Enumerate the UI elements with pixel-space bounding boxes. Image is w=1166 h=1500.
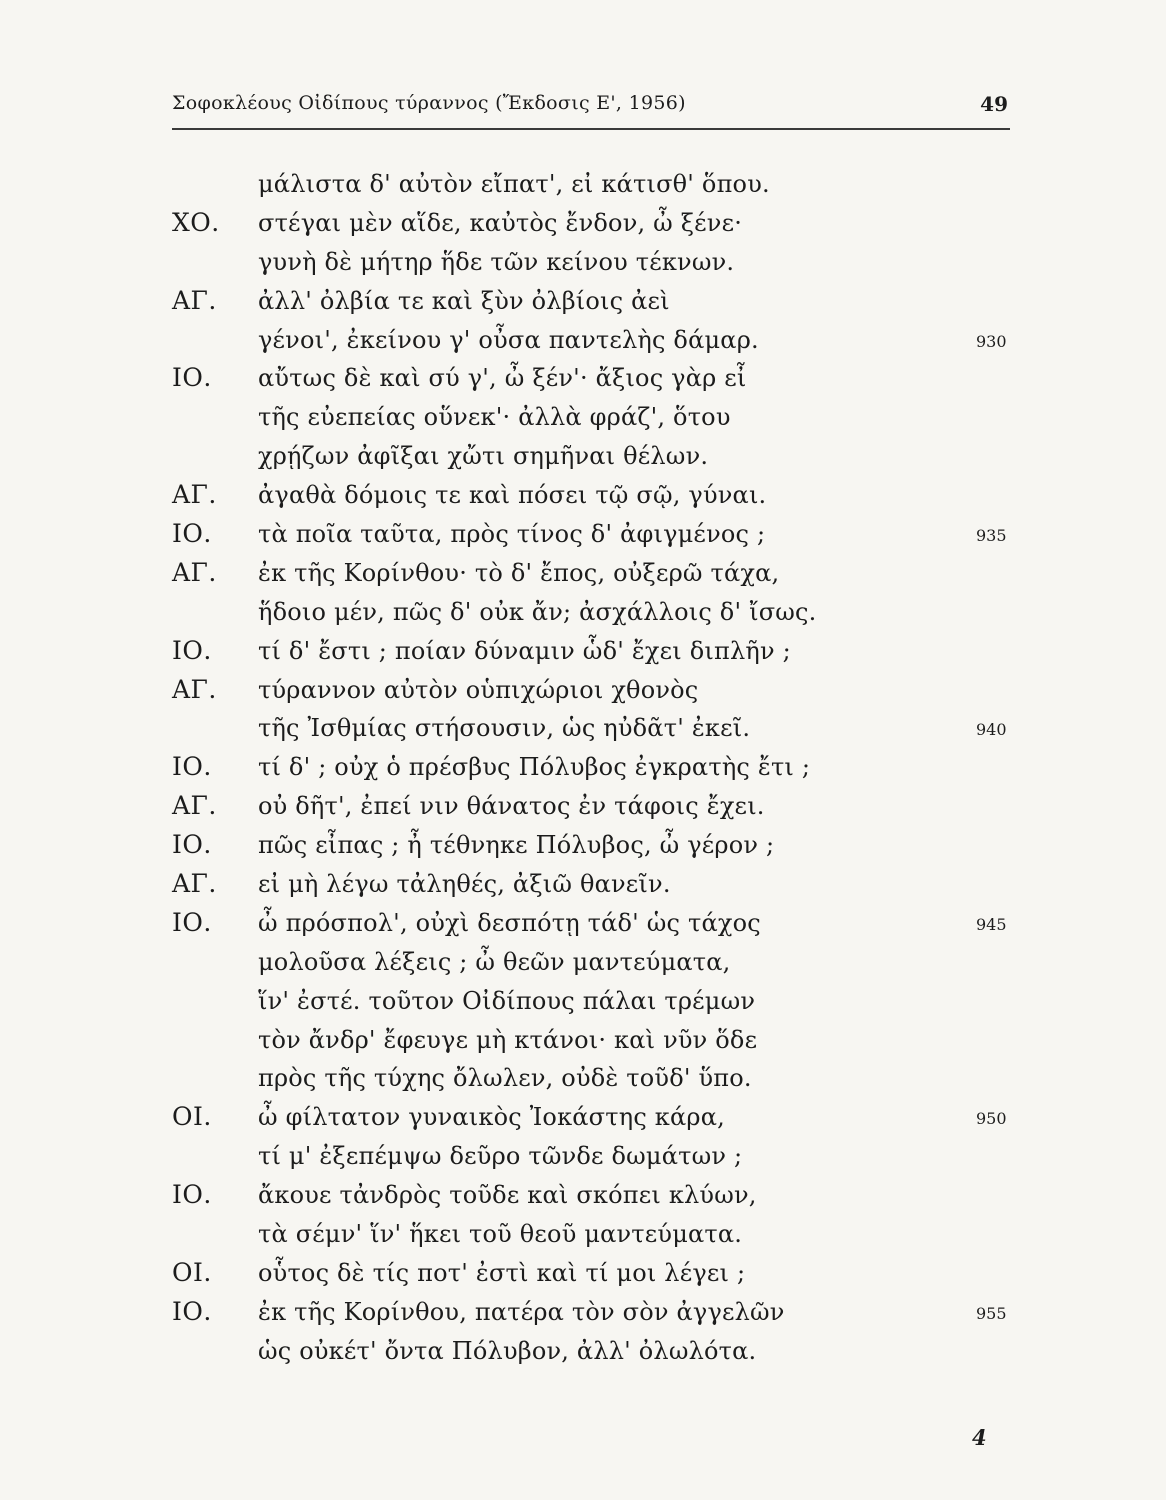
verse-line — [172, 554, 1012, 593]
verse-line — [172, 826, 1012, 865]
speaker-label: ΙΟ. — [172, 1296, 212, 1326]
verse-line — [172, 1215, 1012, 1254]
speaker-label: ΧΟ. — [172, 207, 220, 237]
verse-text: τὸν ἄνδρ' ἔφευγε μὴ κτάνοι· καὶ νῦν ὅδε — [258, 1025, 758, 1054]
verse-line — [172, 204, 1012, 243]
verse-text: πῶς εἶπας ; ἦ τέθνηκε Πόλυβος, ὦ γέρον ; — [258, 831, 775, 860]
verse-line — [172, 748, 1012, 787]
running-header — [172, 92, 1008, 130]
verse-text: τί δ' ; οὐχ ὁ πρέσβυς Πόλυβος ἐγκρατὴς ἔτι ; — [258, 753, 811, 782]
verse-text: γένοι', ἐκείνου γ' οὖσα παντελὴς δάμαρ. — [258, 325, 759, 354]
verse-line — [172, 165, 1012, 204]
verse-text: ὡς οὐκέτ' ὄντα Πόλυβον, ἀλλ' ὀλωλότα. — [258, 1336, 757, 1365]
verse-line — [172, 943, 1012, 982]
speaker-label: ΙΟ. — [172, 363, 212, 393]
verse-text: μάλιστα δ' αὐτὸν εἴπατ', εἰ κάτισθ' ὅπου. — [258, 170, 770, 198]
speaker-label: ΑΓ. — [172, 674, 217, 704]
verse-text: ἵν' ἐστέ. τοῦτον Οἰδίπους πάλαι τρέμων — [258, 986, 756, 1015]
verse-line — [172, 1176, 1012, 1215]
verse-line — [172, 1059, 1012, 1098]
verse-line — [172, 437, 1012, 476]
verse-line — [172, 359, 1012, 398]
speaker-label: ΙΟ. — [172, 519, 212, 549]
verse-text: αὔτως δὲ καὶ σύ γ', ὦ ξέν'· ἄξιος γὰρ εἶ — [258, 364, 747, 393]
verse-text: στέγαι μὲν αἵδε, καὐτὸς ἔνδον, ὦ ξένε· — [258, 208, 743, 237]
speaker-label: ΟΙ. — [172, 1102, 212, 1132]
speaker-label: ΙΟ. — [172, 907, 212, 937]
verse-line — [172, 515, 1012, 554]
verse-text: ἐκ τῆς Κορίνθου· τὸ δ' ἔπος, οὐξερῶ τάχα, — [258, 558, 780, 587]
verse-text: τύραννον αὐτὸν οὑπιχώριοι χθονὸς — [258, 675, 699, 704]
running-title: Σοφοκλέους Οἰδίπους τύραννος (Ἔκδοσις Ε', 1956) — [172, 92, 686, 114]
verse-text: τὰ σέμν' ἵν' ἥκει τοῦ θεοῦ μαντεύματα. — [258, 1220, 743, 1249]
verse-text: χρῄζων ἀφῖξαι χὤτι σημῆναι θέλων. — [258, 442, 709, 471]
verse-line — [172, 865, 1012, 904]
verse-text: ἀγαθὰ δόμοις τε καὶ πόσει τῷ σῷ, γύναι. — [258, 481, 767, 510]
verse-line — [172, 1293, 1012, 1332]
verse-line — [172, 593, 1012, 632]
verse-text: τὰ ποῖα ταῦτα, πρὸς τίνος δ' ἀφιγμένος ; — [258, 520, 766, 549]
verse-text: τῆς εὐεπείας οὕνεκ'· ἀλλὰ φράζ', ὅτου — [258, 403, 731, 432]
verse-text: οὐ δῆτ', ἐπεί νιν θάνατος ἐν τάφοις ἔχει. — [258, 792, 765, 821]
verse-text: ἀλλ' ὀλβία τε καὶ ξὺν ὀλβίοις ἀεὶ — [258, 286, 670, 315]
header-rule — [172, 128, 1010, 130]
signature-mark: 4 — [972, 1425, 987, 1450]
verse-line — [172, 1021, 1012, 1060]
verse-line — [172, 632, 1012, 671]
verse-line — [172, 321, 1012, 360]
verse-text: ὦ πρόσπολ', οὐχὶ δεσπότῃ τάδ' ὡς τάχος — [258, 908, 761, 937]
line-number: 930 — [976, 331, 1007, 351]
verse-text: τί δ' ἔστι ; ποίαν δύναμιν ὧδ' ἔχει διπλῆν ; — [258, 636, 791, 665]
speaker-label: ΑΓ. — [172, 480, 217, 510]
verse-text: γυνὴ δὲ μήτηρ ἥδε τῶν κείνου τέκνων. — [258, 247, 735, 276]
line-number: 955 — [976, 1303, 1007, 1323]
line-number: 935 — [976, 526, 1007, 546]
verse-line — [172, 1098, 1012, 1137]
line-number: 945 — [976, 914, 1007, 934]
verse-line — [172, 476, 1012, 515]
line-number: 950 — [976, 1109, 1007, 1129]
verse-text: τῆς Ἰσθμίας στήσουσιν, ὡς ηὐδᾶτ' ἐκεῖ. — [258, 714, 751, 743]
verse-block — [172, 165, 1012, 1371]
verse-line — [172, 904, 1012, 943]
verse-text: ὦ φίλτατον γυναικὸς Ἰοκάστης κάρα, — [258, 1103, 725, 1132]
speaker-label: ΙΟ. — [172, 635, 212, 665]
verse-line — [172, 671, 1012, 710]
speaker-label: ΙΟ. — [172, 752, 212, 782]
verse-text: εἰ μὴ λέγω τἀληθές, ἀξιῶ θανεῖν. — [258, 870, 671, 899]
verse-line — [172, 1332, 1012, 1371]
verse-line — [172, 1254, 1012, 1293]
verse-line — [172, 982, 1012, 1021]
speaker-label: ΙΟ. — [172, 1180, 212, 1210]
verse-text: ἐκ τῆς Κορίνθου, πατέρα τὸν σὸν ἀγγελῶν — [258, 1297, 785, 1326]
speaker-label: ΙΟ. — [172, 830, 212, 860]
speaker-label: ΑΓ. — [172, 557, 217, 587]
verse-text: μολοῦσα λέξεις ; ὦ θεῶν μαντεύματα, — [258, 947, 731, 976]
verse-text: ἄκουε τἀνδρὸς τοῦδε καὶ σκόπει κλύων, — [258, 1181, 757, 1210]
speaker-label: ΑΓ. — [172, 869, 217, 899]
verse-text: ἥδοιο μέν, πῶς δ' οὐκ ἄν; ἀσχάλλοις δ' ἴσως. — [258, 597, 817, 626]
verse-text: οὗτος δὲ τίς ποτ' ἐστὶ καὶ τί μοι λέγει ; — [258, 1258, 746, 1287]
verse-line — [172, 243, 1012, 282]
page-number: 49 — [980, 92, 1008, 116]
verse-line — [172, 709, 1012, 748]
verse-line — [172, 1137, 1012, 1176]
verse-line — [172, 282, 1012, 321]
speaker-label: ΟΙ. — [172, 1257, 212, 1287]
verse-line — [172, 787, 1012, 826]
verse-text: τί μ' ἐξεπέμψω δεῦρο τῶνδε δωμάτων ; — [258, 1142, 743, 1171]
speaker-label: ΑΓ. — [172, 285, 217, 315]
speaker-label: ΑΓ. — [172, 791, 217, 821]
verse-line — [172, 398, 1012, 437]
verse-text: πρὸς τῆς τύχης ὄλωλεν, οὐδὲ τοῦδ' ὕπο. — [258, 1064, 752, 1093]
line-number: 940 — [976, 720, 1007, 740]
